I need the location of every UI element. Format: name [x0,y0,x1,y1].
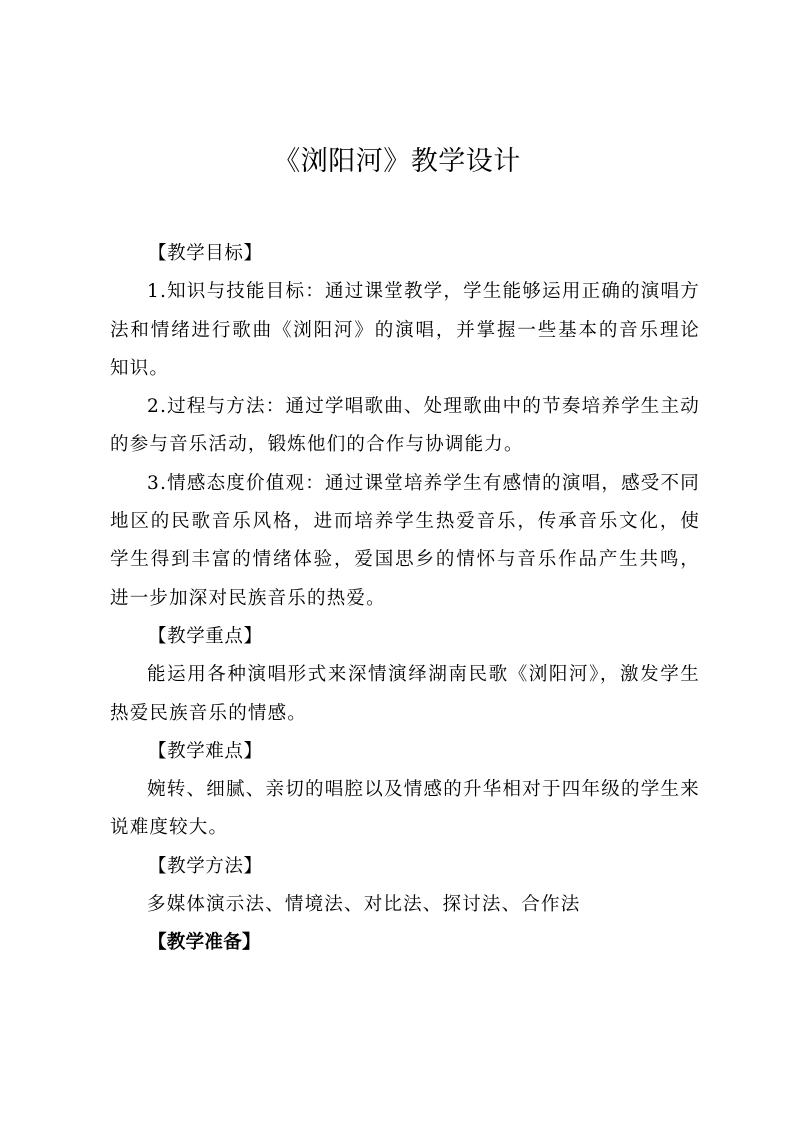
methods-paragraph: 多媒体演示法、情境法、对比法、探讨法、合作法 [147,894,581,916]
section-heading-goals: 【教学目标】 [148,243,263,264]
goal-paragraph-process: 2.过程与方法：通过学唱歌曲、处理歌曲中的节奏培养学生主动的参与音乐活动，锻炼他们的合作与协调能力。 [110,396,700,456]
section-heading-key-points: 【教学重点】 [148,625,263,647]
key-points-paragraph: 能运用各种演唱形式来深情演绎湖南民歌《浏阳河》，激发学生热爱民族音乐的情感。 [110,664,700,724]
difficulties-paragraph: 婉转、细腻、亲切的唱腔以及情感的升华相对于四年级的学生来说难度较大。 [110,779,700,839]
goal-paragraph-emotion: 3.情感态度价值观：通过课堂培养学生有感情的演唱，感受不同地区的民歌音乐风格，进而培养学生热爱音乐，传承音乐文化，使学生得到丰富的情绪体验，爱国思乡的情怀与音乐作品产生共鸣，进一步加深对民族音乐的热爱。 [110,472,700,609]
goal-paragraph-knowledge: 1.知识与技能目标：通过课堂教学，学生能够运用正确的演唱方法和情绪进行歌曲《浏阳河》的演唱，并掌握一些基本的音乐理论知识。 [110,281,700,379]
section-heading-difficulties: 【教学难点】 [148,740,263,762]
section-heading-methods: 【教学方法】 [148,855,263,877]
section-heading-preparation: 【教学准备】 [148,932,261,954]
document-title: 《浏阳河》教学设计 [273,146,521,177]
document-body [110,235,700,963]
